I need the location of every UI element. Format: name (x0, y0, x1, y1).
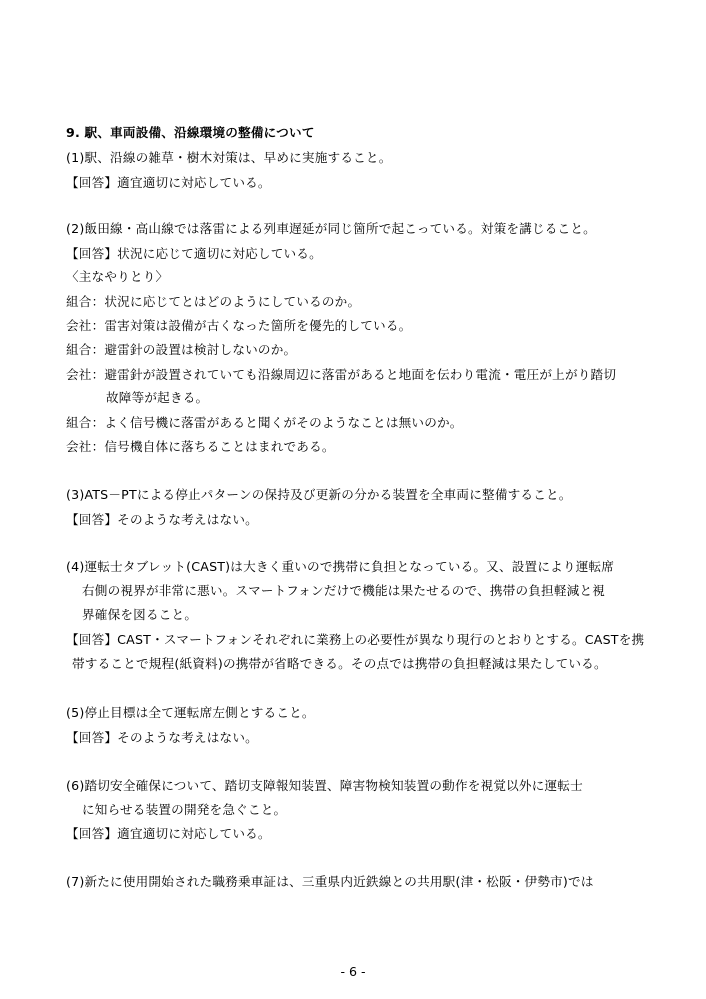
item-1-question: (1)駅、沿線の雑草・樹木対策は、早めに実施すること。 (66, 150, 392, 165)
item-6-question: (6)踏切安全確保について、踏切支障報知装置、障害物検知装置の動作を視覚以外に運転士 (66, 778, 583, 793)
item-5-question: (5)停止目標は全て運転席左側とすること。 (66, 705, 315, 720)
item-2-talk-line: 会社：雷害対策は設備が古くなった箇所を優先的している。 (66, 318, 412, 333)
item-7-question: (7)新たに使用開始された職務乗車証は、三重県内近鉄線との共用駅(津・松阪・伊勢市)では (66, 874, 594, 889)
item-2-answer: 【回答】状況に応じて適切に対応している。 (66, 246, 322, 261)
item-2-subheading: 〈主なやりとり〉 (66, 269, 169, 284)
page-number: - 6 - (340, 964, 366, 979)
item-5-answer: 【回答】そのような考えはない。 (66, 730, 258, 745)
item-3-question: (3)ATS－PTによる停止パターンの保持及び更新の分かる装置を全車両に整備すること。 (66, 487, 572, 502)
item-4-question: (4)運転士タブレット(CAST)は大きく重いので携帯に負担となっている。又、設置により運転席 (66, 559, 615, 574)
item-6-question: に知らせる装置の開発を急ぐこと。 (82, 802, 287, 817)
item-2-talk-line: 組合：状況に応じてとはどのようにしているのか。 (66, 294, 361, 309)
item-4-answer: 【回答】CAST・スマートフォンそれぞれに業務上の必要性が異なり現行のとおりとする。CASTを携 (66, 632, 645, 647)
item-1-answer: 【回答】適宜適切に対応している。 (66, 175, 271, 190)
item-2-talk-line: 会社：避雷針が設置されていても沿線周辺に落雷があると地面を伝わり電流・電圧が上がり踏切 (66, 367, 617, 382)
section-heading: 9. 駅、車両設備、沿線環境の整備について (66, 125, 315, 140)
item-2-talk-line: 故障等が起きる。 (106, 390, 209, 405)
item-2-talk-line: 組合：よく信号機に落雷があると聞くがそのようなことは無いのか。 (66, 415, 463, 430)
item-2-question: (2)飯田線・高山線では落雷による列車遅延が同じ箇所で起こっている。対策を講じること。 (66, 221, 596, 236)
item-4-question: 界確保を図ること。 (82, 607, 198, 622)
item-6-answer: 【回答】適宜適切に対応している。 (66, 826, 271, 841)
item-3-answer: 【回答】そのような考えはない。 (66, 512, 258, 527)
item-2-talk-line: 組合：避雷針の設置は検討しないのか。 (66, 342, 297, 357)
item-2-talk-line: 会社：信号機自体に落ちることはまれである。 (66, 439, 335, 454)
item-4-question: 右側の視界が非常に悪い。スマートフォンだけで機能は果たせるので、携帯の負担軽減と視 (82, 583, 606, 598)
item-4-answer: 帯することで規程(紙資料)の携帯が省略できる。その点では携帯の負担軽減は果たしている。 (72, 656, 607, 671)
